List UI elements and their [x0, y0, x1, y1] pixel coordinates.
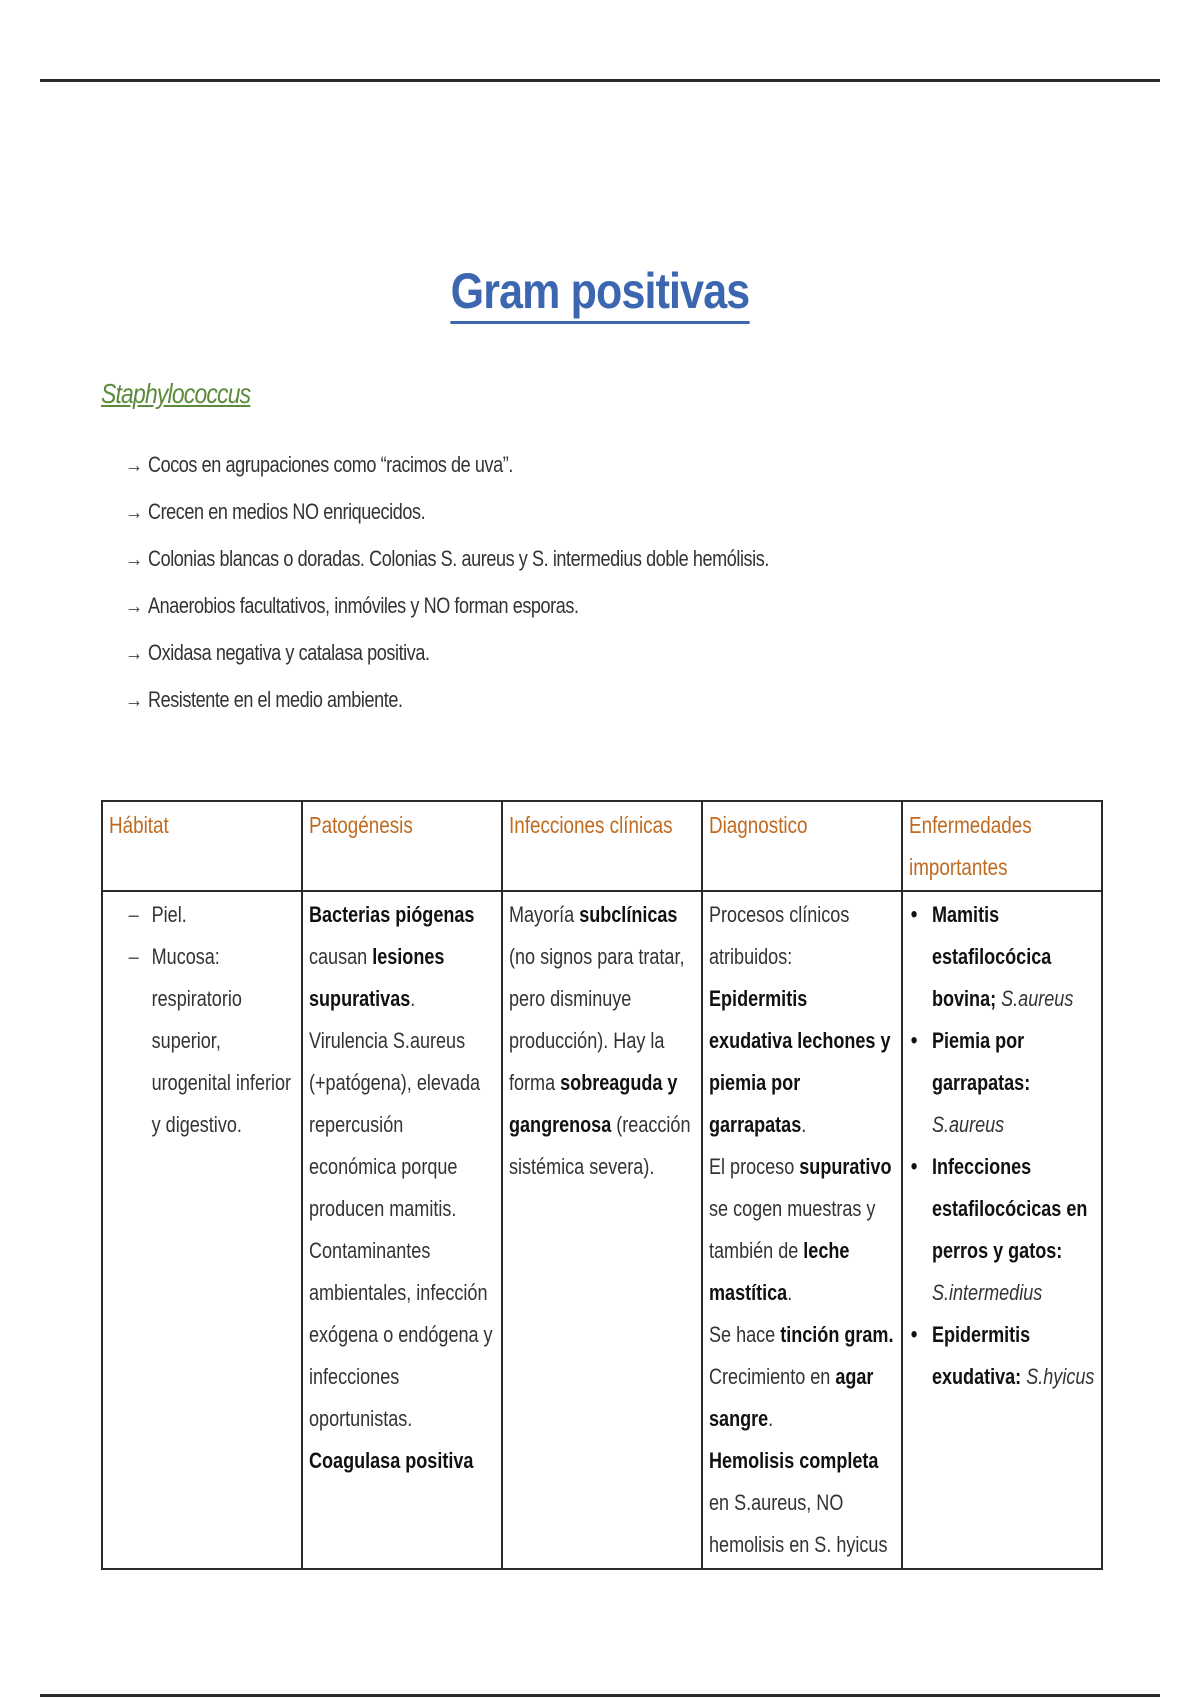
- feature-list: [125, 452, 910, 734]
- header-patogenesis: Patogénesis: [302, 801, 502, 891]
- list-item: – Mucosa: respiratorio superior, urogenital inferior y digestivo.: [129, 936, 295, 1146]
- header-habitat: Hábitat: [102, 801, 302, 891]
- list-item: → Crecen en medios NO enriquecidos.: [125, 499, 426, 524]
- list-item: → Colonias blancas o doradas. Colonias S. aureus y S. intermedius doble hemólisis.: [125, 546, 769, 571]
- list-item: → Resistente en el medio ambiente.: [125, 687, 403, 712]
- cell-infecciones: Mayoría subclínicas (no signos para tratar, pero disminuye producción). Hay la forma sobreaguda y gangrenosa (reacción sistémica severa).: [502, 891, 702, 1569]
- list-item: • Infecciones estafilocócicas en perros y gatos: S.intermedius: [909, 1146, 1095, 1314]
- table-header-row: [102, 801, 1102, 891]
- page-title: Gram positivas: [84, 262, 1116, 320]
- arrow-icon: →: [125, 452, 143, 477]
- cell-diagnostico: Procesos clínicos atribuidos: Epidermitis exudativa lechones y piemia por garrapatas. El proceso supurativo se cogen muestras y también de leche mastítica. Se hace tinción gram. Crecimiento en agar sangre. Hemolisis completa en S.aureus, NO hemolisis en S. hyicus: [702, 891, 902, 1569]
- info-table: [101, 800, 1103, 1570]
- list-item: → Oxidasa negativa y catalasa positiva.: [125, 640, 430, 665]
- cell-habitat: [102, 891, 302, 1569]
- arrow-icon: →: [125, 499, 143, 524]
- header-rule: [40, 79, 1160, 82]
- list-item: • Epidermitis exudativa: S.hyicus: [909, 1314, 1095, 1398]
- table-row: [102, 891, 1102, 1569]
- list-item: • Piemia por garrapatas: S.aureus: [909, 1020, 1095, 1146]
- arrow-icon: →: [125, 546, 143, 571]
- arrow-icon: →: [125, 593, 143, 618]
- list-item: – Piel.: [129, 894, 295, 936]
- list-item: → Cocos en agrupaciones como “racimos de uva”.: [125, 452, 513, 477]
- cell-patogenesis: Bacterias piógenas causan lesiones supurativas. Virulencia S.aureus (+patógena), elevada repercusión económica porque producen mamitis. Contaminantes ambientales, infección exógena o endógena y infecciones oportunistas. Coagulasa positiva: [302, 891, 502, 1569]
- header-diagnostico: Diagnostico: [702, 801, 902, 891]
- arrow-icon: →: [125, 640, 143, 665]
- header-enfermedades: Enfermedades importantes: [902, 801, 1102, 891]
- list-item: → Anaerobios facultativos, inmóviles y NO forman esporas.: [125, 593, 579, 618]
- header-infecciones: Infecciones clínicas: [502, 801, 702, 891]
- cell-enfermedades: [902, 891, 1102, 1569]
- footer-rule: [40, 1694, 1160, 1697]
- arrow-icon: →: [125, 687, 143, 712]
- section-heading: Staphylococcus: [101, 378, 251, 409]
- list-item: • Mamitis estafilocócica bovina; S.aureus: [909, 894, 1095, 1020]
